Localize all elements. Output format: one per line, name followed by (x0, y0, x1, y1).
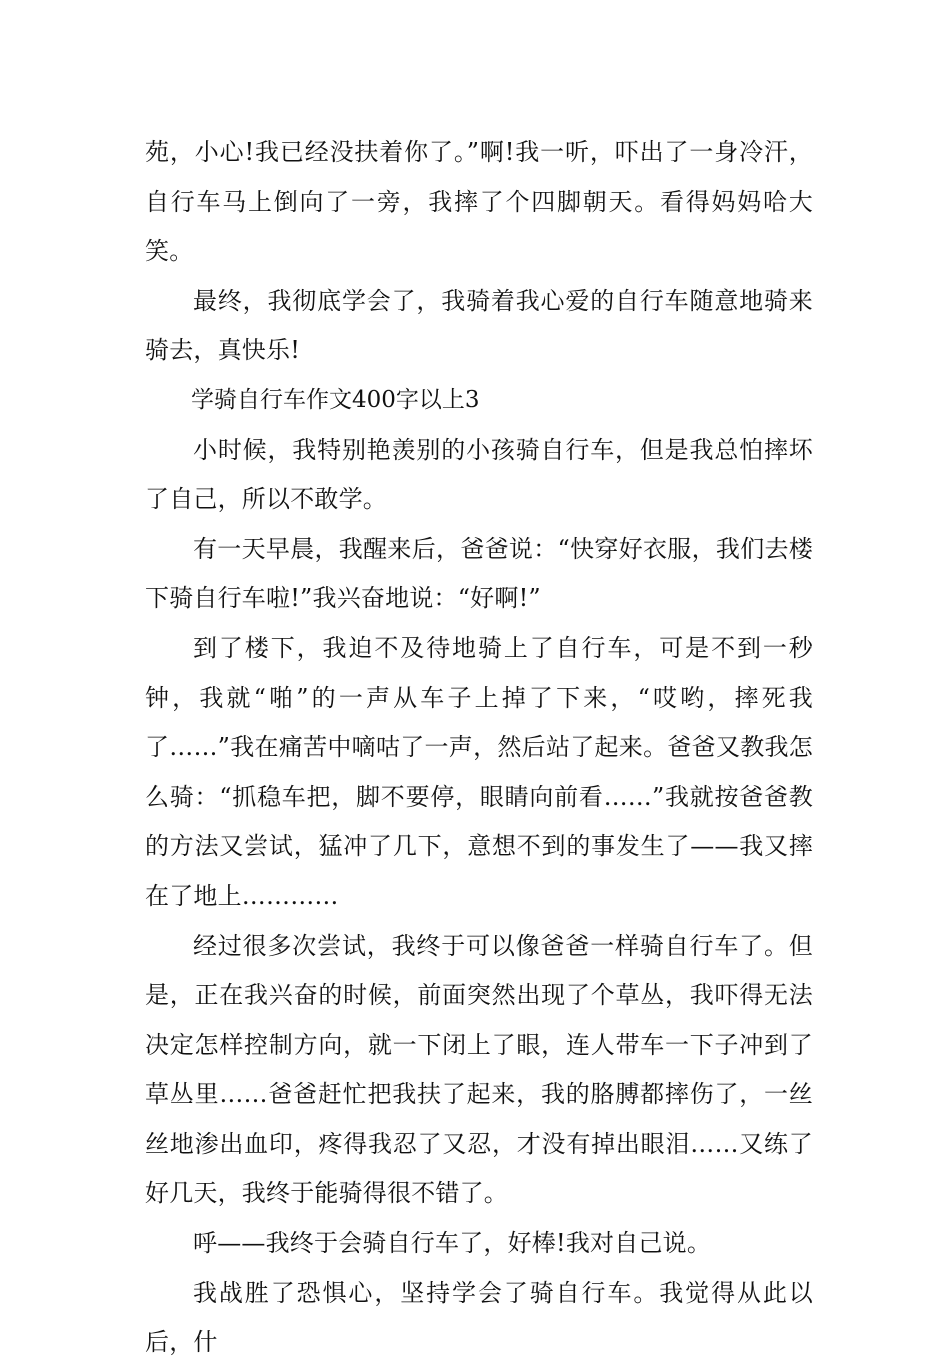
paragraph: 到了楼下，我迫不及待地骑上了自行车，可是不到一秒钟，我就“啪”的一声从车子上掉了下来，“哎哟，摔死我了……”我在痛苦中嘀咕了一声，然后站了起来。爸爸又教我怎么骑：“抓稳车把，脚不要停，眼睛向前看……”我就按爸爸教的方法又尝试，猛冲了几下，意想不到的事发生了——我又摔在了地上………… (145, 633, 813, 910)
paragraph: 呼——我终于会骑自行车了，好棒!我对自己说。 (193, 1229, 712, 1258)
document-page (145, 128, 813, 1368)
paragraph: 经过很多次尝试，我终于可以像爸爸一样骑自行车了。但是，正在我兴奋的时候，前面突然出现了个草丛，我吓得无法决定怎样控制方向，就一下闭上了眼，连人带车一下子冲到了草丛里……爸爸赶忙把我扶了起来，我的胳膊都摔伤了，一丝丝地渗出血印，疼得我忍了又忍，才没有掉出眼泪……又练了好几天，我终于能骑得很不错了。 (145, 931, 813, 1208)
paragraph: 有一天早晨，我醒来后，爸爸说：“快穿好衣服，我们去楼下骑自行车啦!”我兴奋地说：“好啊!” (145, 534, 813, 613)
section-heading: 学骑自行车作文400字以上3 (191, 386, 480, 413)
paragraph: 最终，我彻底学会了，我骑着我心爱的自行车随意地骑来骑去，真快乐! (145, 286, 813, 365)
paragraph: 我战胜了恐惧心，坚持学会了骑自行车。我觉得从此以后，什 (145, 1278, 813, 1357)
paragraph: 小时候，我特别艳羡别的小孩骑自行车，但是我总怕摔坏了自己，所以不敢学。 (145, 435, 813, 514)
paragraph-continuation: 苑，小心!我已经没扶着你了。”啊!我一听，吓出了一身冷汗，自行车马上倒向了一旁，我摔了个四脚朝天。看得妈妈哈大笑。 (145, 138, 813, 266)
